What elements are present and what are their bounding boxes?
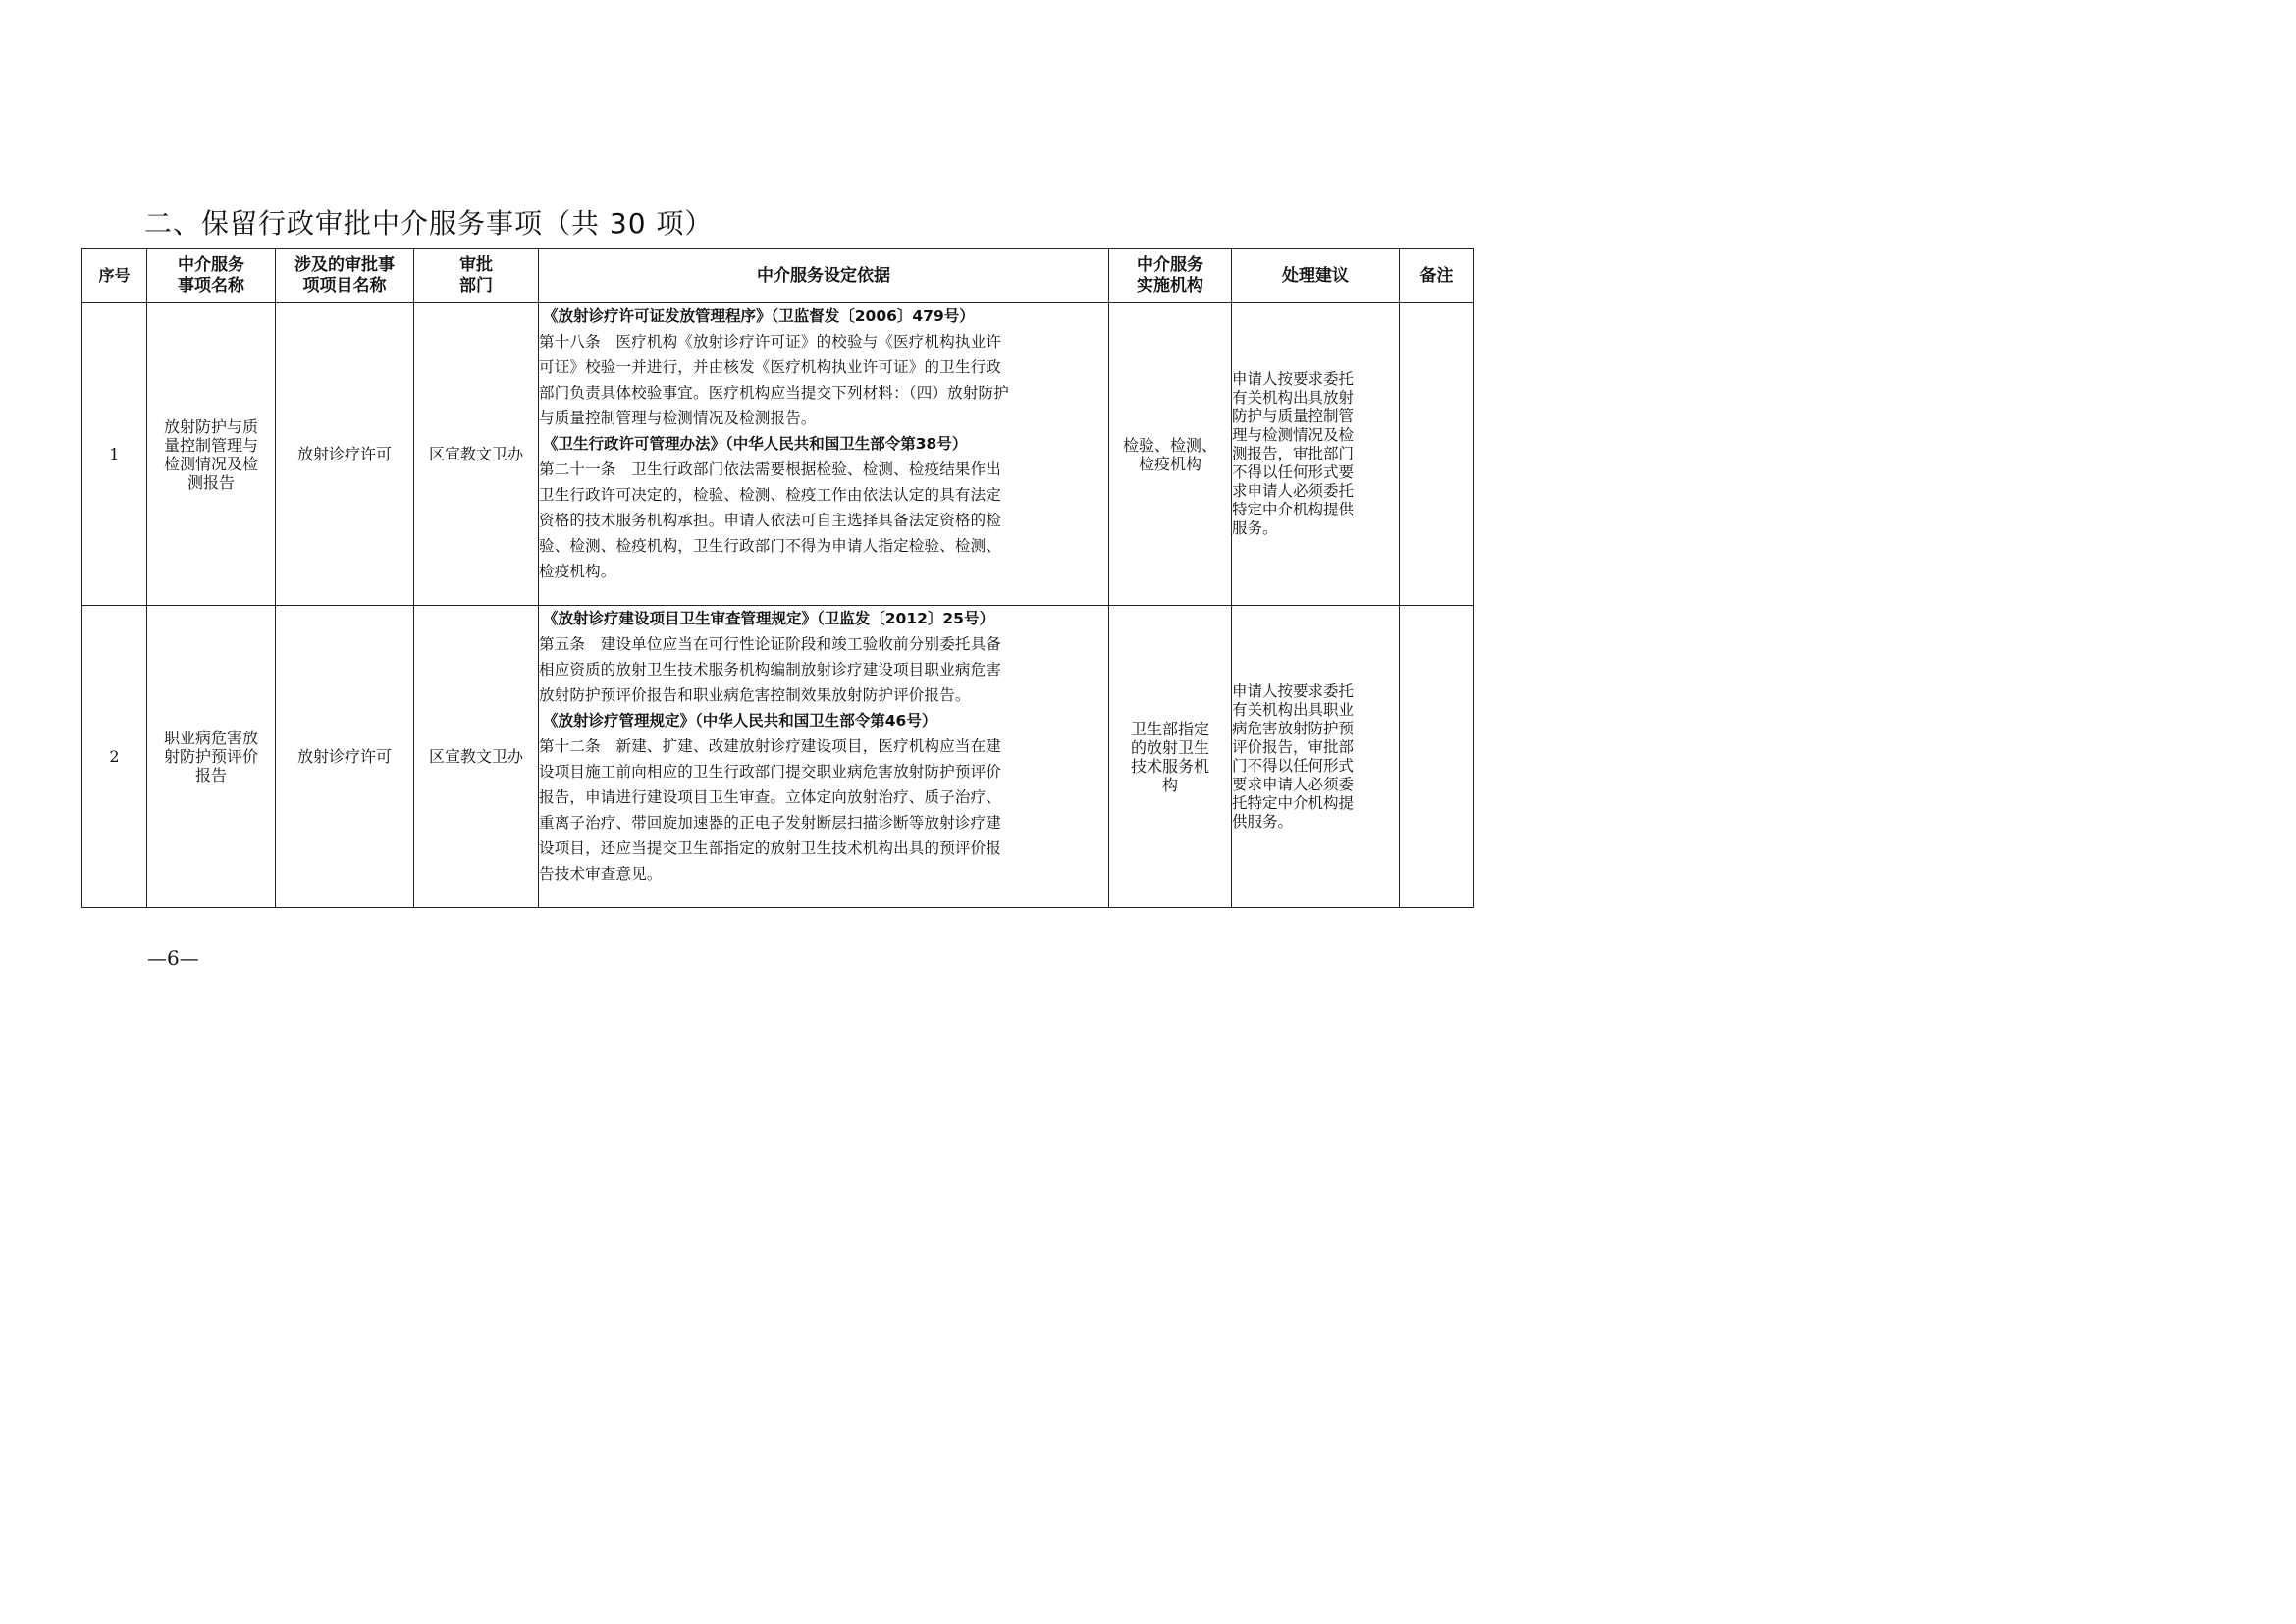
basis-cell xyxy=(539,303,1109,606)
law-title: 《放射诊疗许可证发放管理程序》（卫监督发〔2006〕479号） xyxy=(543,307,975,325)
header-advice: 处理建议 xyxy=(1232,249,1400,303)
provider-cell: 检验、检测、 检疫机构 xyxy=(1109,303,1232,606)
law-title: 《放射诊疗管理规定》（中华人民共和国卫生部令第46号） xyxy=(543,712,937,730)
remark-cell xyxy=(1400,303,1474,606)
header-service-name: 中介服务 事项名称 xyxy=(147,249,276,303)
table-row xyxy=(82,303,1474,606)
law-article: 第十八条 医疗机构《放射诊疗许可证》的校验与《医疗机构执业许 可证》校验一并进行，并由核发《医疗机构执业许可证》的卫生行政 部门负责具体校验事宜。医疗机构应当提交下列材料：（四）放射防护 与质量控制管理与检测情况及检测报告。 xyxy=(539,333,1009,427)
approval-item-cell: 放射诊疗许可 xyxy=(276,303,414,606)
law-title: 《卫生行政许可管理办法》（中华人民共和国卫生部令第38号） xyxy=(543,435,968,453)
law-title: 《放射诊疗建设项目卫生审查管理规定》（卫监发〔2012〕25号） xyxy=(543,610,994,627)
services-table xyxy=(81,248,1474,908)
table-row xyxy=(82,606,1474,908)
department-cell: 区宣教文卫办 xyxy=(414,303,539,606)
section-title: 二、保留行政审批中介服务事项（共 30 项） xyxy=(144,207,714,240)
department-cell: 区宣教文卫办 xyxy=(414,606,539,908)
header-department: 审批 部门 xyxy=(414,249,539,303)
service-name-cell: 职业病危害放 射防护预评价 报告 xyxy=(147,606,276,908)
law-article: 第五条 建设单位应当在可行性论证阶段和竣工验收前分别委托具备 相应资质的放射卫生技术服务机构编制放射诊疗建设项目职业病危害 放射防护预评价报告和职业病危害控制效果放射防护评价报告。 xyxy=(539,635,1002,704)
approval-item-cell: 放射诊疗许可 xyxy=(276,606,414,908)
advice-cell: 申请人按要求委托 有关机构出具放射 防护与质量控制管 理与检测情况及检 测报告，审批部门 不得以任何形式要 求申请人必须委托 特定中介机构提供 服务。 xyxy=(1232,303,1400,606)
row-number: 2 xyxy=(82,606,147,908)
page-number: —6— xyxy=(147,947,199,970)
row-number: 1 xyxy=(82,303,147,606)
remark-cell xyxy=(1400,606,1474,908)
header-provider: 中介服务 实施机构 xyxy=(1109,249,1232,303)
service-name-cell: 放射防护与质 量控制管理与 检测情况及检 测报告 xyxy=(147,303,276,606)
header-no: 序号 xyxy=(82,249,147,303)
law-article: 第十二条 新建、扩建、改建放射诊疗建设项目，医疗机构应当在建 设项目施工前向相应的卫生行政部门提交职业病危害放射防护预评价 报告，申请进行建设项目卫生审查。立体定向放射治疗、质子治疗、 重离子治疗、带回旋加速器的正电子发射断层扫描诊断等放射诊疗建 设项目，还应当提交卫生部指定的放射卫生技术机构出具的预评价报 告技术审查意见。 xyxy=(539,737,1002,883)
advice-cell: 申请人按要求委托 有关机构出具职业 病危害放射防护预 评价报告，审批部 门不得以任何形式 要求申请人必须委 托特定中介机构提 供服务。 xyxy=(1232,606,1400,908)
provider-cell: 卫生部指定 的放射卫生 技术服务机 构 xyxy=(1109,606,1232,908)
header-basis: 中介服务设定依据 xyxy=(539,249,1109,303)
header-approval-item: 涉及的审批事 项项目名称 xyxy=(276,249,414,303)
header-remark: 备注 xyxy=(1400,249,1474,303)
table-header-row xyxy=(82,249,1474,303)
law-article: 第二十一条 卫生行政部门依法需要根据检验、检测、检疫结果作出 卫生行政许可决定的，检验、检测、检疫工作由依法认定的具有法定 资格的技术服务机构承担。申请人依法可自主选择具备法定资格的检 验、检测、检疫机构，卫生行政部门不得为申请人指定检验、检测、 检疫机构。 xyxy=(539,460,1002,580)
basis-cell xyxy=(539,606,1109,908)
